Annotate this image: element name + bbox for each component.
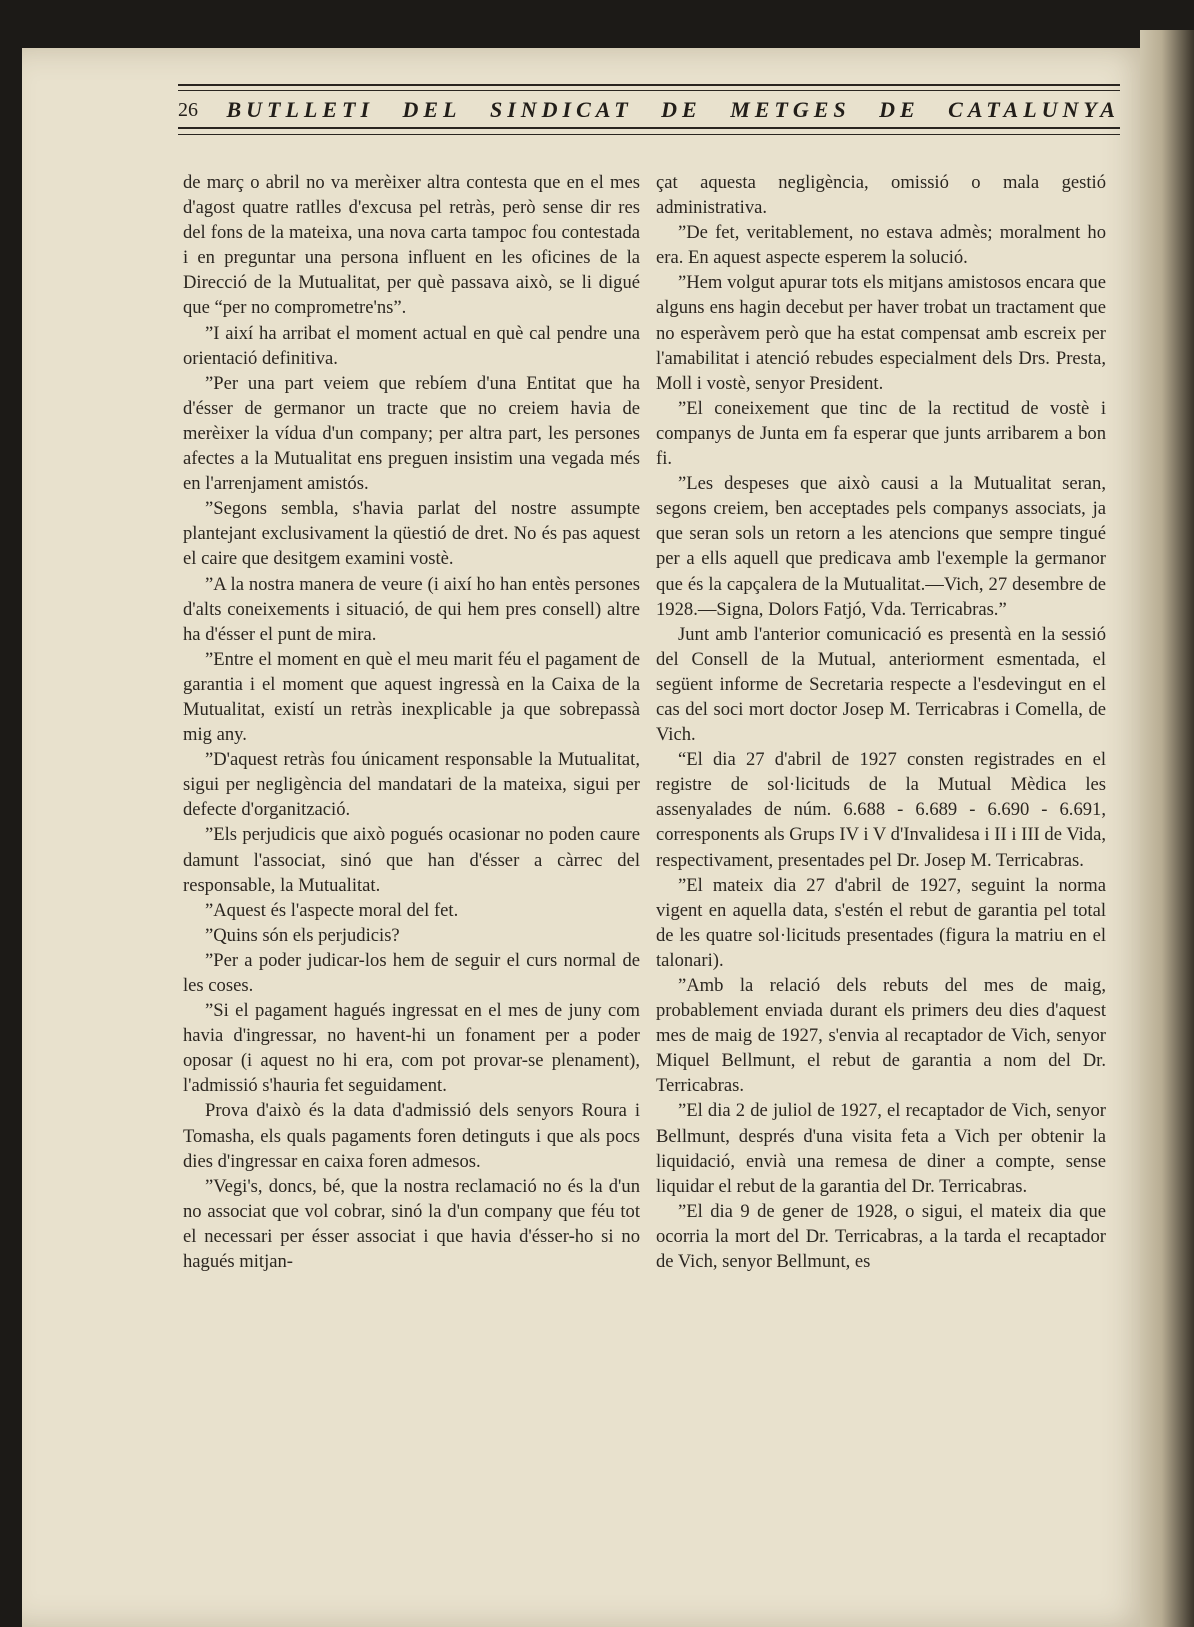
paragraph: Prova d'això és la data d'admissió dels senyors Roura i Tomasha, els quals pagaments foren detinguts i que als pocs dies d'ingressar en caixa foren admesos.: [183, 1100, 640, 1172]
header-word: DE: [879, 97, 920, 122]
left-column: [183, 170, 640, 1274]
paragraph: ”Vegi's, doncs, bé, que la nostra reclamació no és la d'un no associat que vol cobrar, sinó la d'un company que féu tot el necessari per ésser associat i que havia d'ésser-ho si no hagués mitjan-: [183, 1175, 640, 1273]
paragraph: ”De fet, veritablement, no estava admès; moralment ho era. En aquest aspecte esperem la solució.: [656, 222, 1106, 269]
header-rule-bottom-thin: [178, 134, 1120, 135]
paragraph: ”Per a poder judicar-los hem de seguir el curs normal de les coses.: [183, 949, 640, 996]
paragraph: ”Amb la relació dels rebuts del mes de maig, probablement enviada durant els primers deu dies d'aquest mes de maig de 1927, s'envia al recaptador de Vich, senyor Miquel Bellmunt, el rebut de garantia a nom del Dr. Terricabras.: [656, 975, 1106, 1097]
paragraph: ”Quins són els perjudicis?: [205, 924, 400, 946]
paragraph: ”Segons sembla, s'havia parlat del nostre assumpte plantejant exclusivament la qüestió de dret. No és pas aquest el caire que desitgem examini vostè.: [183, 498, 640, 570]
header-word: SINDICAT: [489, 97, 633, 122]
paragraph: ”Les despeses que això causi a la Mutualitat seran, segons creiem, ben acceptades pels companys associats, ja que seran sols un retorn a les atencions que sempre tingué per a ells aquell que predicava amb l'exemple la germanor que és la capçalera de la Mutualitat.—Vich, 27 desembre de 1928.—Signa, Dolors Fatjó, Vda. Terricabras.”: [656, 473, 1106, 620]
paragraph: ”El mateix dia 27 d'abril de 1927, seguint la norma vigent en aquella data, s'estén el rebut de garantia pel total de les quatre sol·licituds presentades (figura la matriu en el talonari).: [656, 874, 1106, 971]
paragraph: ”Per una part veiem que rebíem d'una Entitat que ha d'ésser de germanor un tracte que no creiem havia de merèixer la vídua d'un company; per altra part, les persones afectes a la Mutualitat ens preguen insistim una vegada més en l'arrenjament amistós.: [183, 372, 640, 495]
paragraph: ”El dia 2 de juliol de 1927, el recaptador de Vich, senyor Bellmunt, després d'una visita feta a Vich per obtenir la liquidació, envià una remesa de diner a compte, sense liquidar el rebut de la garantia del Dr. Terricabras.: [656, 1100, 1106, 1197]
right-column: [656, 170, 1106, 1274]
paragraph: de març o abril no va merèixer altra contesta que en el mes d'agost quatre ratlles d'excusa pel retràs, però sense dir res del fons de la mateixa, una nova carta tampoc fou contestada i en preguntar una persona influent en les oficines de la Direcció de la Mutualitat, per què passava això, se li digué que “per no comprometre'ns”.: [183, 172, 640, 319]
paragraph: ”Hem volgut apurar tots els mitjans amistosos encara que alguns ens hagin decebut per haver trobat un tractament que no esperàvem però que ha estat compensat amb escreix per l'amabilitat i atenció rebudes especialment dels Drs. Presta, Moll i vostè, senyor President.: [656, 272, 1106, 394]
paragraph: ”A la nostra manera de veure (i així ho han entès persones d'alts coneixements i situació, de qui hem pres consell) altre ha d'ésser el punt de mira.: [183, 573, 640, 645]
paragraph: ”D'aquest retràs fou únicament responsable la Mutualitat, sigui per negligència del mandatari de la mateixa, sigui per defecte d'organització.: [183, 749, 640, 821]
book-spine-shadow: [1140, 30, 1194, 1627]
header-title-line: [178, 94, 1120, 126]
header-rule-top: [178, 84, 1120, 86]
header-word: DEL: [402, 97, 462, 122]
paragraph: ”El dia 9 de gener de 1928, o sigui, el mateix dia que ocorria la mort del Dr. Terricabras, a la tarda el recaptador de Vich, senyor Bellmunt, es: [656, 1200, 1106, 1273]
paragraph: ”I així ha arribat el moment actual en què cal pendre una orientació definitiva.: [183, 322, 640, 369]
paragraph: ”Els perjudicis que això pogués ocasionar no poden caure damunt l'associat, sinó que han d'ésser a càrrec del responsable, la Mutualitat.: [183, 824, 640, 896]
header-rule-top-thin: [178, 90, 1120, 91]
paragraph: ”Si el pagament hagués ingressat en el mes de juny com havia d'ingressar, no havent-hi un fonament per a poder oposar (i aquest no hi era, com pot provar-se plenament), l'admissió s'hauria fet seguidament.: [183, 1000, 640, 1097]
paragraph: ”El coneixement que tinc de la rectitud de vostè i companys de Junta em fa esperar que junts arribarem a bon fi.: [656, 397, 1106, 470]
page-number: 26: [178, 98, 198, 121]
running-header: [178, 84, 1120, 144]
paragraph: “El dia 27 d'abril de 1927 consten registrades en el registre de sol·licituds de la Mutual Mèdica les assenyalades de núm. 6.688 - 6.689 - 6.690 - 6.691, corresponents als Grups IV i V d'Invalidesa i II i III de Vida, respectivament, presentades pel Dr. Josep M. Terricabras.: [656, 749, 1106, 871]
paragraph: ”Aquest és l'aspecte moral del fet.: [205, 899, 459, 921]
header-word: DE: [661, 97, 702, 122]
paragraph: ”Entre el moment en què el meu marit féu el pagament de garantia i el moment que aquest ingressà en la Caixa de la Mutualitat, existí un retràs inexplicable ja que sobrepassà mig any.: [183, 648, 640, 746]
header-word: METGES: [730, 97, 851, 122]
header-word: BUTLLETI: [226, 97, 375, 122]
header-rule-bottom: [178, 127, 1120, 129]
paragraph: çat aquesta negligència, omissió o mala gestió administrativa.: [656, 172, 1106, 219]
paragraph: Junt amb l'anterior comunicació es presentà en la sessió del Consell de la Mutual, anteriorment esmentada, el següent informe de Secretaria respecte a l'esdevingut en el cas del soci mort doctor Josep M. Terricabras i Comella, de Vich.: [656, 623, 1106, 746]
header-word: CATALUNYA: [948, 97, 1120, 122]
